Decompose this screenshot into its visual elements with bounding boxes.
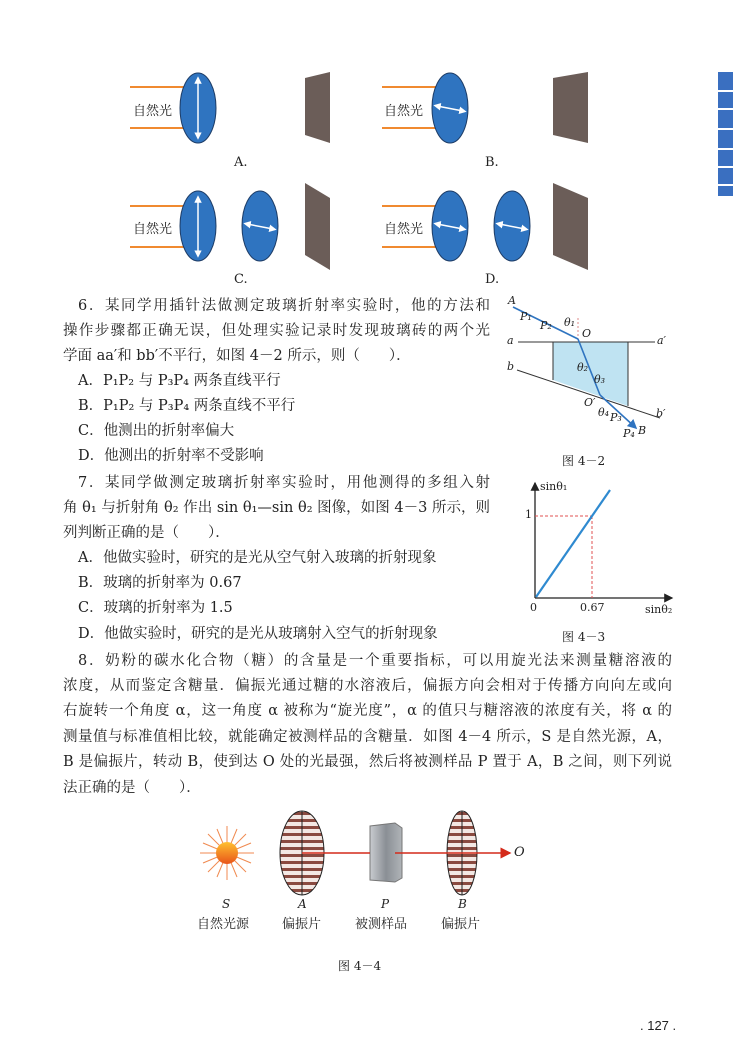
- angle-label: θ₁: [564, 316, 576, 329]
- q7-option-d: D．他做实验时，研究的是光从玻璃射入空气的折射现象: [78, 626, 438, 642]
- angle-label: θ₂: [577, 361, 589, 374]
- point-label: O: [582, 327, 592, 340]
- natural-light-label: 自然光: [133, 222, 173, 237]
- option-label-d: D.: [485, 272, 500, 287]
- page-number: . 127 .: [640, 1018, 677, 1033]
- source-letter: S: [222, 897, 231, 911]
- point-label: O′: [584, 396, 596, 409]
- sample-name: 被测样品: [355, 917, 408, 932]
- line-label: b′: [656, 407, 666, 420]
- point-label: B: [638, 424, 647, 437]
- figure-4-3-chart: [535, 483, 672, 598]
- q6-line: 6．某同学用插针法做测定玻璃折射率实验时，他的方法和: [78, 298, 490, 314]
- q7-option-a: A．他做实验时，研究的是光从空气射入玻璃的折射现象: [78, 550, 437, 566]
- option-label-c: C.: [234, 272, 248, 287]
- natural-light-label: 自然光: [384, 222, 424, 237]
- point-label: P₂: [540, 319, 552, 332]
- figure-4-3-caption: 图 4－3: [562, 630, 606, 644]
- angle-label: θ₄: [598, 406, 610, 419]
- q8-line: 测量值与标准值相比较，就能确定被测样品的含糖量．如图 4－4 所示，S 是自然光源，A，: [63, 729, 672, 745]
- sample-letter: P: [381, 897, 390, 911]
- origin-label: 0: [530, 601, 537, 614]
- q8-line: B 是偏振片，转动 B，使到达 O 处的光最强，然后将被测样品 P 置于 A，B 之间，则下列说: [63, 754, 672, 770]
- q8-line: 法正确的是（ ）．: [63, 780, 201, 796]
- q7-line: 角 θ₁ 与折射角 θ₂ 作出 sin θ₁—sin θ₂ 图像，如图 4－3 所示，则: [63, 500, 490, 516]
- q7-line: 7．某同学做测定玻璃折射率实验时，用他测得的多组入射: [78, 475, 490, 491]
- data-line: [536, 490, 610, 597]
- q8-line: 8．奶粉的碳水化合物（糖）的含量是一个重要指标，可以用旋光法来测量糖溶液的: [78, 653, 672, 669]
- point-label: A: [508, 294, 516, 307]
- angle-label: θ₃: [594, 373, 606, 386]
- line-label: a′: [657, 334, 667, 347]
- figure-4-4-caption: 图 4－4: [338, 959, 382, 973]
- polarizer-a-letter: A: [298, 897, 307, 911]
- figure-4-2-caption: 图 4－2: [562, 454, 606, 468]
- q7-option-b: B．玻璃的折射率为 0.67: [78, 575, 242, 591]
- option-label-a: A.: [234, 155, 248, 170]
- y-tick-label: 1: [525, 508, 532, 521]
- source-name: 自然光源: [197, 917, 250, 932]
- point-label: P₄: [623, 427, 635, 440]
- x-tick-label: 0.67: [580, 601, 605, 614]
- polarizer-b-letter: B: [458, 897, 467, 911]
- point-label: P₃: [610, 411, 622, 424]
- q6-option-a: A．P₁P₂ 与 P₃P₄ 两条直线平行: [78, 373, 281, 389]
- q8-line: 浓度，从而鉴定含糖量．偏振光通过糖的水溶液后，偏振方向会相对于传播方向向左或向: [63, 678, 672, 694]
- polarizer-a-name: 偏振片: [282, 917, 322, 932]
- q6-option-b: B．P₁P₂ 与 P₃P₄ 两条直线不平行: [78, 398, 296, 414]
- q6-line: 学面 aa′和 bb′不平行，如图 4－2 所示，则（ ）．: [63, 348, 411, 364]
- natural-light-label: 自然光: [384, 104, 424, 119]
- q7-option-c: C．玻璃的折射率为 1.5: [78, 600, 233, 616]
- figure-4-4-diagram: [200, 811, 510, 895]
- x-axis-label: sinθ₂: [645, 603, 673, 616]
- q7-line: 列判断正确的是（ ）．: [63, 525, 230, 541]
- output-point-label: O: [514, 845, 525, 860]
- line-label: a: [507, 334, 514, 347]
- q8-line: 右旋转一个角度 α，这一角度 α 被称为“旋光度”，α 的值只与糖溶液的浓度有关，将 α 的: [63, 703, 672, 719]
- polarizer-b-name: 偏振片: [441, 917, 481, 932]
- q6-option-c: C．他测出的折射率偏大: [78, 423, 235, 439]
- q6-line: 操作步骤都正确无误，但处理实验记录时发现玻璃砖的两个光: [63, 323, 490, 339]
- line-label: b: [507, 360, 515, 373]
- option-label-b: B.: [485, 155, 499, 170]
- natural-light-label: 自然光: [133, 104, 173, 119]
- y-axis-label: sinθ₁: [540, 480, 568, 493]
- point-label: P₁: [520, 310, 532, 323]
- q6-option-d: D．他测出的折射率不受影响: [78, 448, 264, 464]
